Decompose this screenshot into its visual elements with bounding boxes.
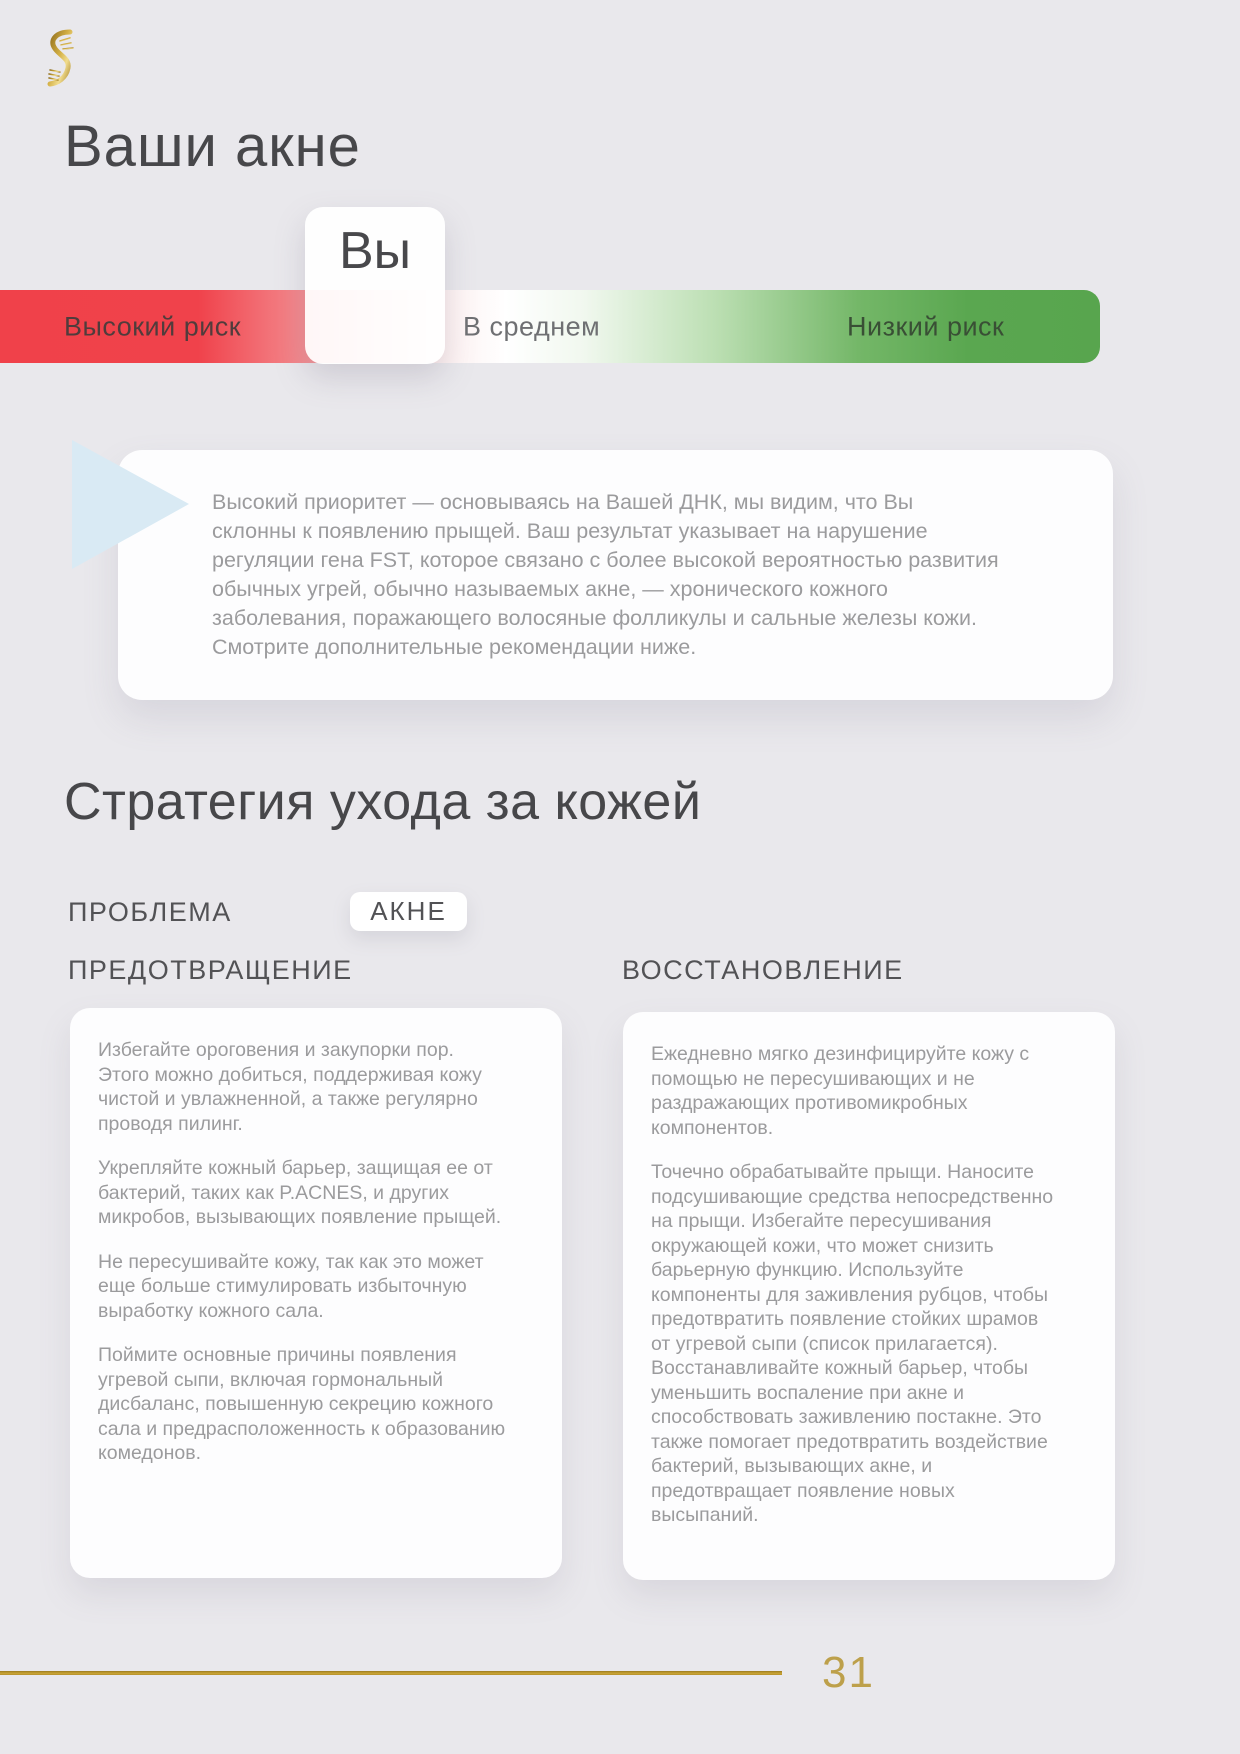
recovery-card: [623, 1012, 1115, 1580]
you-marker-label: Вы: [338, 222, 412, 280]
priority-note-text: Высокий приоритет — основываясь на Вашей ДНК, мы видим, что Вы склонны к появлению прыщей. Ваш результат указывает на нарушение регуляции гена FST, которое связано с более высокой вероятностью развития обычных угрей, обычно называемых акне, — хронического кожного заболевания, поражающего волосяные фолликулы и сальные железы кожи. Смотрите дополнительные рекомендации ниже.: [212, 490, 999, 659]
risk-label-high: Высокий риск: [64, 311, 242, 341]
section-title: Стратегия ухода за кожей: [64, 773, 702, 831]
footer-gold-rule: [0, 1671, 782, 1675]
prevention-paragraph: Избегайте ороговения и закупорки пор. Этого можно добиться, поддерживая кожу чистой и увлажненной, а также регулярно проводя пилинг.: [98, 1039, 482, 1135]
prevention-card: [70, 1008, 562, 1578]
problem-value-badge: [350, 892, 467, 931]
column-header-recovery: ВОССТАНОВЛЕНИЕ: [622, 955, 904, 985]
page-title: Ваши акне: [64, 114, 361, 179]
recovery-paragraph: Ежедневно мягко дезинфицируйте кожу с помощью не пересушивающих и не раздражающих противомикробных компонентов.: [651, 1043, 1030, 1139]
you-marker-card: [305, 207, 445, 364]
risk-label-low: Низкий риск: [847, 311, 1005, 341]
prevention-paragraph: Укрепляйте кожный барьер, защищая ее от бактерий, таких как P.ACNES, и других микробов, вызывающих появление прыщей.: [98, 1157, 502, 1228]
risk-label-medium: В среднем: [463, 311, 601, 341]
prevention-paragraph: Не пересушивайте кожу, так как это может еще больше стимулировать избыточную выработку кожного сала.: [98, 1250, 484, 1322]
column-header-prevention: ПРЕДОТВРАЩЕНИЕ: [68, 955, 353, 985]
priority-note-card: [118, 450, 1113, 700]
dna-helix-icon: [40, 28, 82, 90]
recovery-paragraph: Точечно обрабатывайте прыщи. Наносите подсушивающие средства непосредственно на прыщи. Избегайте пересушивания окружающей кожи, что может снизить барьерную функцию. Используйте компоненты для заживления рубцов, чтобы предотвратить появление стойких шрамов от угревой сыпи (список прилагается). Восстанавливайте кожный барьер, чтобы уменьшить воспаление при акне и способствовать заживлению постакне. Это также помогает предотвратить воздействие бактерий, вызывающих акне, и предотвращает появление новых высыпаний.: [651, 1161, 1054, 1526]
prevention-paragraph: Поймите основные причины появления угревой сыпи, включая гормональный дисбаланс, повышенную секрецию кожного сала и предрасположенность к образованию комедонов.: [98, 1344, 506, 1464]
play-triangle-icon: [72, 440, 189, 574]
risk-gradient-bar: [0, 290, 1100, 363]
problem-label: ПРОБЛЕМА: [68, 897, 232, 927]
page-number: 31: [822, 1648, 875, 1697]
problem-value-text: АКНЕ: [370, 896, 447, 926]
